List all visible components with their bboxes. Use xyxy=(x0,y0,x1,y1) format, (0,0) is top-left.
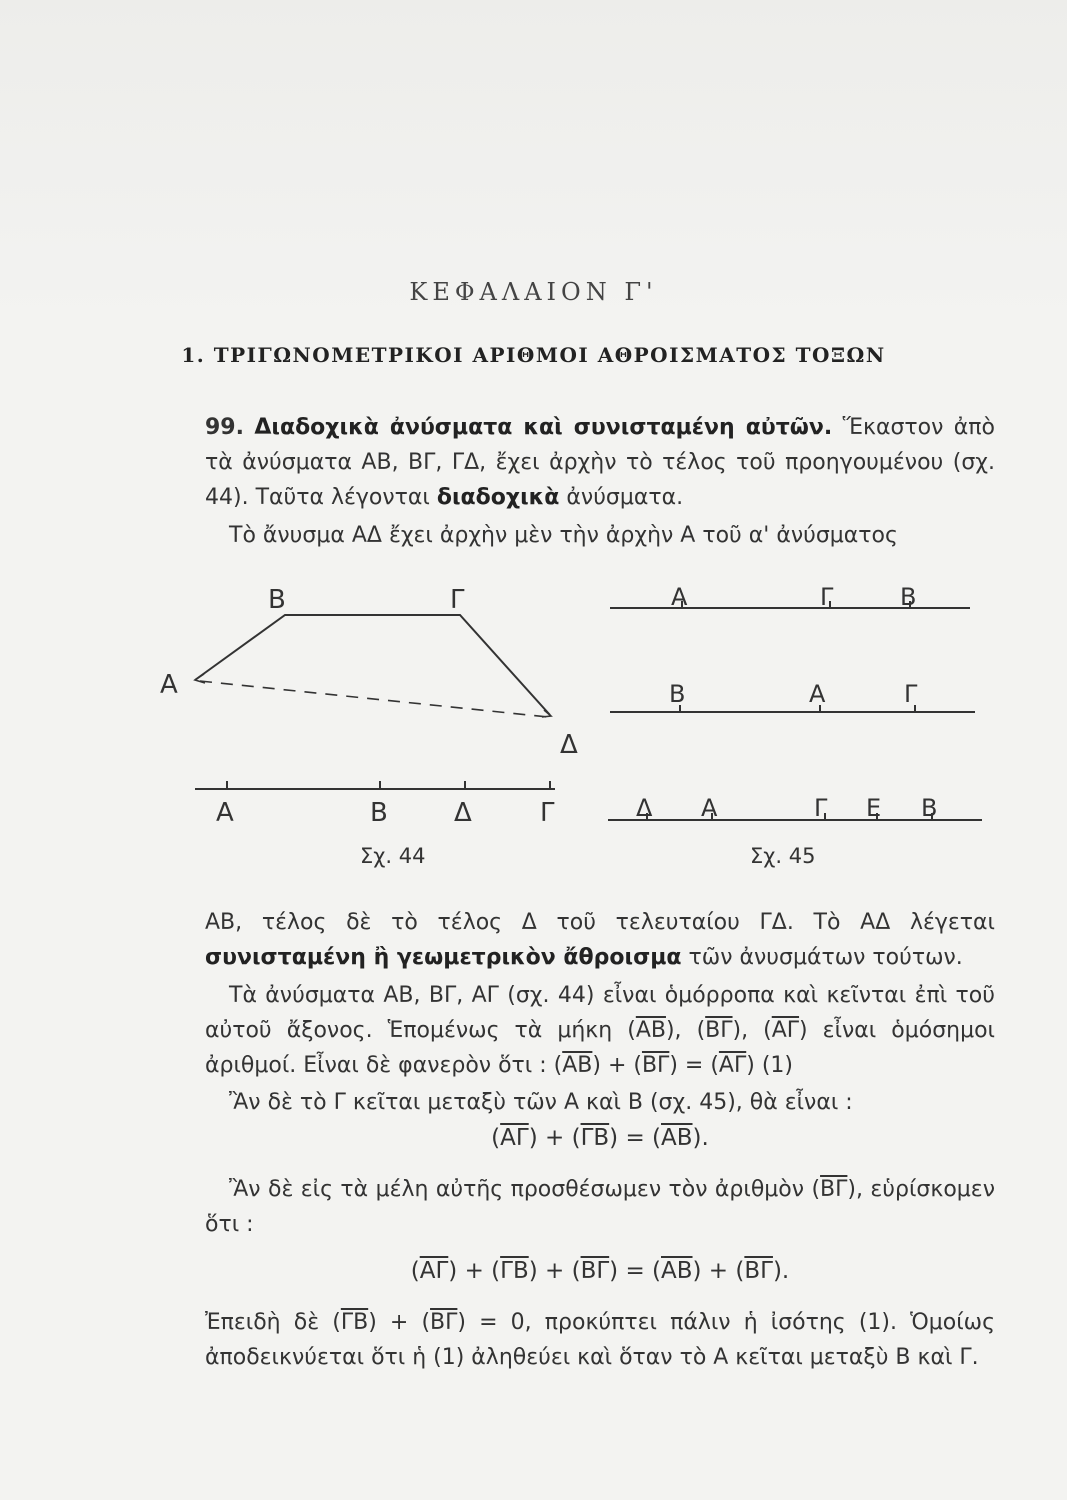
paragraph-add: Ἂν δὲ εἰς τὰ μέλη αὐτῆς προσθέσωμεν τὸν ἀριθμὸν $(\overline{B\Gamma})$, εὑρίσκομεν ὅτι : xyxy=(205,1177,995,1237)
paragraph-codirectional: Τὰ ἀνύσματα ΑΒ, ΒΓ, ΑΓ (σχ. 44) εἶναι ὁμόρροπα καὶ κεῖνται ἐπὶ τοῦ αὐτοῦ ἄξονος. Ἑπομένως τὰ μήκη $(\overline{AB})$, $(\overline{B\Gamma})$, $(\overline{A\Gamma})$ εἶναι ὁμόσημοι ἀριθμοί. Εἶναι δὲ φανερὸν ὅτι : $(\overline{AB}) + (\overline{B\Gamma}) = (\overline{A\Gamma})$ (1) xyxy=(205,983,995,1078)
term-resultant: συνισταμένη ἢ γεωμετρικὸν ἄθροισμα xyxy=(205,945,682,970)
line-2-label: Β xyxy=(669,680,686,708)
caption-44: Σχ. 44 xyxy=(360,844,426,868)
line-2-label: Γ xyxy=(904,680,918,708)
section-title: 1. ΤΡΙΓΩΝΟΜΕΤΡΙΚΟΙ ΑΡΙΘΜΟΙ ΑΘΡΟΙΣΜΑΤΟΣ ΤΟΞΩΝ xyxy=(181,343,886,367)
text: Τὰ ἀνύσματα ΑΒ, ΒΓ, ΑΓ (σχ. 44) εἶναι ὁμόρροπα καὶ κεῖνται ἐπὶ τοῦ αὐτοῦ ἄξονος. Ἑπομένως τὰ μήκη xyxy=(205,983,995,1043)
paragraph-number: 99. xyxy=(205,415,244,440)
label-A: Α xyxy=(160,670,178,700)
paragraph-resultant-intro: Τὸ ἄνυσμα ΑΔ ἔχει ἀρχὴν μὲν τὴν ἀρχὴν Α τοῦ α' ἀνύσματος xyxy=(229,523,898,548)
line-3-label: Ε xyxy=(866,794,882,822)
text: εἶναι ὁμόσημοι ἀριθμοί. Εἶναι δὲ φανερὸν ὅτι : xyxy=(205,1018,995,1078)
measure: $\overline{\Gamma B}$ xyxy=(340,1310,369,1335)
measure: $\overline{A\Gamma}$ xyxy=(419,1258,449,1284)
measure: $\overline{\Gamma B}$ xyxy=(580,1125,610,1151)
equation-number: (1) xyxy=(761,1053,793,1078)
line-1-label: Β xyxy=(900,583,917,611)
text: Ἐπειδὴ δὲ xyxy=(205,1310,320,1335)
axis-label: Β xyxy=(370,798,388,828)
measure: $\overline{\Gamma B}$ xyxy=(500,1258,529,1284)
line-3-label: Δ xyxy=(636,794,653,822)
figure-44-polygon xyxy=(160,585,578,760)
axis-label: Γ xyxy=(540,798,555,828)
line-1-label: Α xyxy=(671,583,688,611)
paragraph-99 xyxy=(205,410,995,515)
bleed-through-background xyxy=(0,0,1067,320)
measure: $\overline{B\Gamma}$ xyxy=(430,1310,458,1335)
figure-44-axis xyxy=(195,781,555,868)
figure-45 xyxy=(608,583,982,868)
equation-3: $(\overline{A\Gamma}) + (\overline{\Gamma B}) + (\overline{B\Gamma}) = (\overline{AB}) + (\overline{B\Gamma})$. xyxy=(410,1258,790,1284)
measure: $\overline{A\Gamma}$ xyxy=(500,1125,529,1151)
text: , εὑρίσκομεν ὅτι : xyxy=(205,1177,995,1237)
label-B: Β xyxy=(268,585,286,615)
text: ΑΒ, τέλος δὲ τὸ τέλος Δ τοῦ τελευταίου ΓΔ. Τὸ ΑΔ λέγεται xyxy=(205,910,995,935)
figures xyxy=(150,575,990,875)
equation-2: $(\overline{A\Gamma}) + (\overline{\Gamma B}) = (\overline{AB})$. xyxy=(491,1125,709,1151)
paragraph-text-end: ἀνύσματα. xyxy=(566,485,684,510)
label-G: Γ xyxy=(450,585,465,615)
measure-AG: $\overline{A\Gamma}$ xyxy=(771,1018,800,1043)
line-3-label: Α xyxy=(701,794,718,822)
text: τῶν ἀνυσμάτων τούτων. xyxy=(688,945,963,970)
paragraph-conclusion: Ἐπειδὴ δὲ $(\overline{\Gamma B}) + (\overline{B\Gamma}) = 0$, προκύπτει πάλιν ἡ ἰσότης (1). Ὁμοίως ἀποδεικνύεται ὅτι ἡ (1) ἀληθεύει καὶ ὅταν τὸ Α κεῖται μεταξὺ Β καὶ Γ. xyxy=(205,1310,996,1370)
measure-AB: $\overline{AB}$ xyxy=(635,1018,666,1043)
measure-BG: $\overline{B\Gamma}$ xyxy=(705,1018,733,1043)
paragraph-resultant-definition xyxy=(205,905,995,975)
term-successive: διαδοχικὰ xyxy=(436,485,560,510)
measure-BG: $\overline{B\Gamma}$ xyxy=(641,1053,670,1078)
text: = 0, προκύπτει πάλιν ἡ ἰσότης (1). Ὁμοίως ἀποδεικνύεται ὅτι ἡ (1) ἀληθεύει καὶ ὅταν τὸ Α κεῖται μεταξὺ Β καὶ Γ. xyxy=(205,1310,996,1370)
measure: $\overline{B\Gamma}$ xyxy=(744,1258,773,1284)
measure: $\overline{AB}$ xyxy=(661,1258,693,1284)
line-2-label: Α xyxy=(809,680,826,708)
line-1-label: Γ xyxy=(820,583,834,611)
axis-label: Δ xyxy=(454,798,472,828)
measure-AG: $\overline{A\Gamma}$ xyxy=(718,1053,747,1078)
measure: $\overline{B\Gamma}$ xyxy=(580,1258,610,1284)
chapter-heading: ΚΕΦΑΛΑΙΟΝ Γ' xyxy=(409,278,658,306)
label-D: Δ xyxy=(560,730,578,760)
paragraph-between: Ἂν δὲ τὸ Γ κεῖται μεταξὺ τῶν Α καὶ Β (σχ. 45), θὰ εἶναι : xyxy=(229,1090,853,1115)
line-3-label: Γ xyxy=(814,794,828,822)
line-3-label: Β xyxy=(921,794,938,822)
paragraph-text: Ἕκαστον ἀπὸ τὰ ἀνύσματα ΑΒ, ΒΓ, ΓΔ, ἔχει ἀρχὴν τὸ τέλος τοῦ προηγουμένου (σχ. 44). Ταῦτα λέγονται xyxy=(205,415,995,510)
measure: $\overline{B\Gamma}$ xyxy=(820,1177,848,1202)
text: Ἂν δὲ εἰς τὰ μέλη αὐτῆς προσθέσωμεν τὸν ἀριθμὸν xyxy=(229,1177,805,1202)
axis-label: Α xyxy=(216,798,234,828)
measure: $\overline{AB}$ xyxy=(661,1125,693,1151)
caption-45: Σχ. 45 xyxy=(750,844,816,868)
measure-AB: $\overline{AB}$ xyxy=(562,1053,593,1078)
vector-path xyxy=(195,615,550,715)
paragraph-title: Διαδοχικὰ ἀνύσματα καὶ συνισταμένη αὐτῶν. xyxy=(254,415,833,440)
resultant-dashed xyxy=(200,681,548,717)
